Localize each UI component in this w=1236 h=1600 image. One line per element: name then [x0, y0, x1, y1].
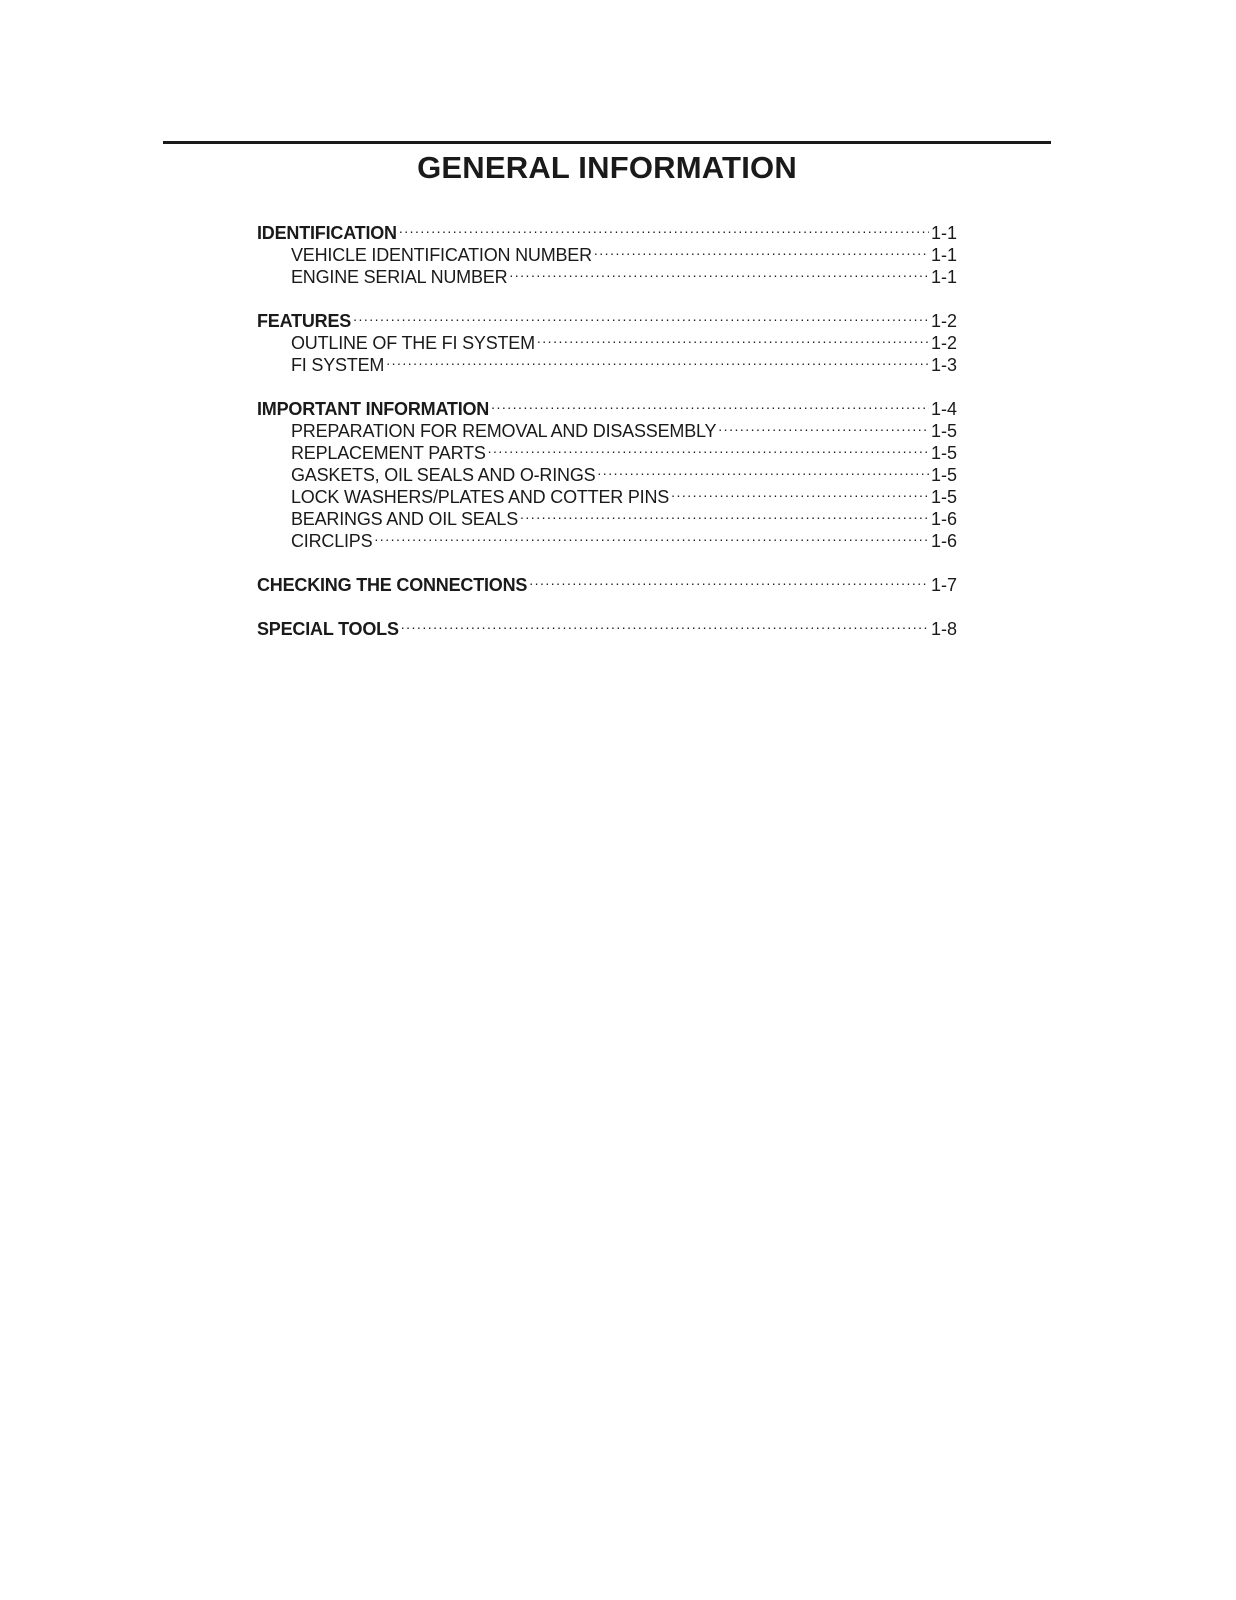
- dot-leader: [488, 437, 929, 459]
- toc-entry-title: IMPORTANT INFORMATION: [257, 399, 490, 419]
- toc-subentry-page: 1-6: [930, 531, 957, 551]
- toc-entry-title: CHECKING THE CONNECTIONS: [257, 575, 528, 595]
- toc-entry[interactable]: [257, 569, 957, 595]
- toc-subentry-title: ENGINE SERIAL NUMBER: [291, 267, 508, 287]
- toc-entry[interactable]: [257, 305, 957, 331]
- dot-leader: [520, 503, 929, 525]
- toc-entry-page: 1-2: [930, 311, 957, 331]
- toc-entry[interactable]: [257, 613, 957, 639]
- toc-section-checking-the-connections: [257, 569, 957, 595]
- toc-subentry-title: OUTLINE OF THE FI SYSTEM: [291, 333, 535, 353]
- toc-entry[interactable]: [257, 217, 957, 243]
- dot-leader: [374, 525, 929, 547]
- toc-subentry-title: LOCK WASHERS/PLATES AND COTTER PINS: [291, 487, 670, 507]
- toc-entry[interactable]: [257, 393, 957, 419]
- toc-subentry-page: 1-5: [930, 487, 957, 507]
- dot-leader: [386, 349, 929, 371]
- dot-leader: [597, 459, 929, 481]
- toc-entry-page: 1-1: [930, 223, 957, 243]
- toc-subentry-page: 1-5: [930, 443, 957, 463]
- dot-leader: [491, 393, 929, 415]
- toc-subentry-page: 1-1: [930, 245, 957, 265]
- toc-section-special-tools: [257, 613, 957, 639]
- dot-leader: [399, 217, 929, 239]
- dot-leader: [353, 305, 929, 327]
- toc-subentry-title: FI SYSTEM: [291, 355, 385, 375]
- toc-entry-page: 1-4: [930, 399, 957, 419]
- toc-subentry-title: BEARINGS AND OIL SEALS: [291, 509, 519, 529]
- toc-entry-title: FEATURES: [257, 311, 352, 331]
- page-title: GENERAL INFORMATION: [417, 150, 797, 185]
- dot-leader: [594, 239, 929, 261]
- toc-subentry-page: 1-2: [930, 333, 957, 353]
- toc-section-important-information: [257, 393, 957, 551]
- toc-section-identification: [257, 217, 957, 287]
- toc-entry-title: SPECIAL TOOLS: [257, 619, 399, 639]
- toc-subentry-title: REPLACEMENT PARTS: [291, 443, 486, 463]
- toc-subentry-title: GASKETS, OIL SEALS AND O-RINGS: [291, 465, 596, 485]
- toc-subentry-title: CIRCLIPS: [291, 531, 373, 551]
- toc-subentry-page: 1-5: [930, 465, 957, 485]
- toc-section-features: [257, 305, 957, 375]
- table-of-contents: [257, 217, 957, 657]
- toc-entry-title: IDENTIFICATION: [257, 223, 397, 243]
- dot-leader: [529, 569, 929, 591]
- toc-subentry-page: 1-3: [930, 355, 957, 375]
- dot-leader: [718, 415, 929, 437]
- toc-subentry-title: PREPARATION FOR REMOVAL AND DISASSEMBLY: [291, 421, 717, 441]
- title-rule: [163, 141, 1051, 144]
- toc-subentry-page: 1-6: [930, 509, 957, 529]
- toc-subentry-page: 1-5: [930, 421, 957, 441]
- toc-entry-page: 1-7: [930, 575, 957, 595]
- toc-subentry-page: 1-1: [930, 267, 957, 287]
- dot-leader: [671, 481, 929, 503]
- dot-leader: [509, 261, 929, 283]
- toc-subentry-title: VEHICLE IDENTIFICATION NUMBER: [291, 245, 592, 265]
- toc-entry-page: 1-8: [930, 619, 957, 639]
- toc-subentry[interactable]: [257, 327, 957, 353]
- dot-leader: [537, 327, 929, 349]
- dot-leader: [401, 613, 929, 635]
